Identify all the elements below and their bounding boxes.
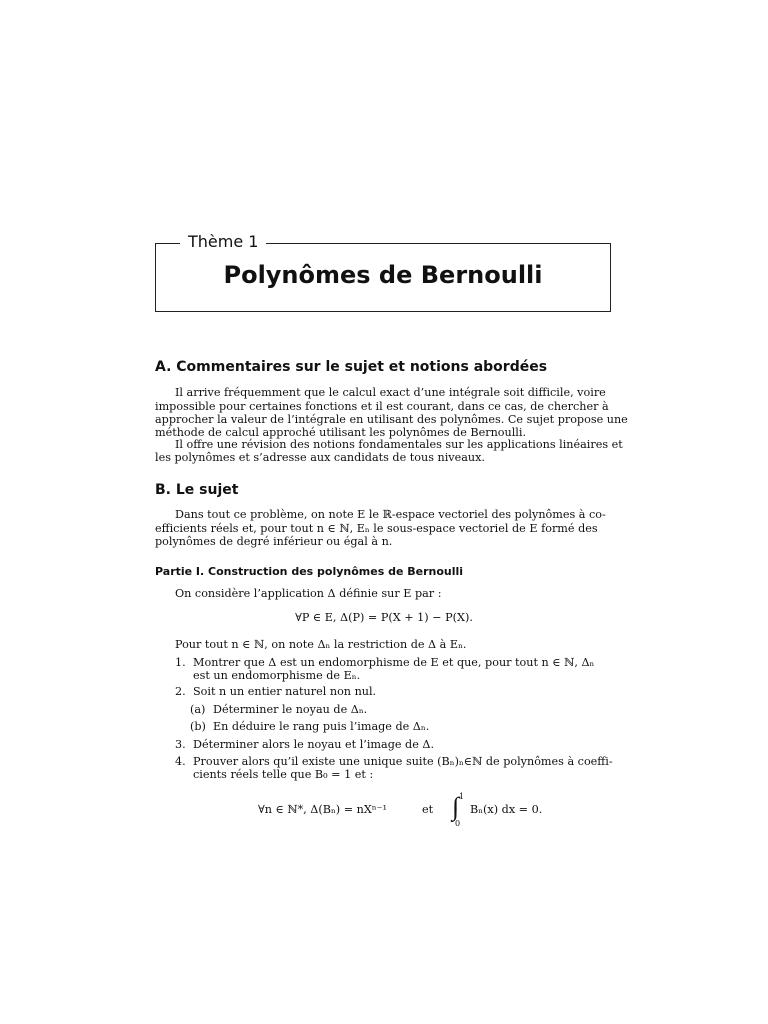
section-b-intro-line3: polynômes de degré inférieur ou égal à n.: [155, 535, 393, 548]
partie-1-note: Pour tout n ∈ ℕ, on note Δₙ la restriction de Δ à Eₙ.: [175, 638, 467, 651]
theme-label: Thème 1: [180, 232, 266, 252]
integral-sign: ∫: [452, 792, 460, 821]
page-title: Polynômes de Bernoulli: [223, 261, 543, 289]
question-2-line1: Soit n un entier naturel non nul.: [193, 685, 377, 698]
question-3-line1: Déterminer alors le noyau et l’image de Δ.: [193, 738, 435, 751]
section-a-para1-line2: impossible pour certaines fonctions et il est courant, dans ce cas, de chercher à: [155, 400, 609, 413]
question-1-line2: est un endomorphisme de Eₙ.: [193, 669, 361, 682]
question-2a-label: (a): [190, 703, 206, 716]
section-b-intro-line2: efficients réels et, pour tout n ∈ ℕ, Eₙ le sous-espace vectoriel de E formé des: [155, 522, 598, 535]
question-2b-label: (b): [190, 720, 206, 733]
integral-lower-bound: 0: [455, 819, 461, 828]
question-4-line1: Prouver alors qu’il existe une unique suite (Bₙ)ₙ∈ℕ de polynômes à coeffi-: [193, 755, 613, 768]
section-b-intro-line1: Dans tout ce problème, on note E le ℝ-espace vectoriel des polynômes à co-: [175, 508, 606, 521]
integral-normalization-formula: Bₙ(x) dx = 0.: [470, 803, 543, 816]
section-a-para2-line1: Il offre une révision des notions fondamentales sur les applications linéaires et: [175, 438, 623, 451]
question-1-number: 1.: [175, 656, 186, 669]
question-2b-text: En déduire le rang puis l’image de Δₙ.: [213, 720, 430, 733]
question-2-number: 2.: [175, 685, 186, 698]
section-a-para1-line3: approcher la valeur de l’intégrale en utilisant des polynômes. Ce sujet propose une: [155, 413, 628, 426]
question-1-line1: Montrer que Δ est un endomorphisme de E et que, pour tout n ∈ ℕ, Δₙ: [193, 656, 595, 669]
section-a-heading: A. Commentaires sur le sujet et notions abordées: [155, 359, 548, 375]
partie-1-intro: On considère l’application Δ définie sur E par :: [175, 587, 442, 600]
formula-connector-et: et: [422, 803, 434, 816]
question-3-number: 3.: [175, 738, 186, 751]
section-a-para2-line2: les polynômes et s’adresse aux candidats de tous niveaux.: [155, 451, 485, 464]
section-b-heading: B. Le sujet: [155, 482, 239, 498]
bernoulli-recurrence-formula: ∀n ∈ ℕ*, Δ(Bₙ) = nXⁿ⁻¹: [258, 803, 388, 816]
section-a-para1-line4: méthode de calcul approché utilisant les polynômes de Bernoulli.: [155, 426, 527, 439]
integral-upper-bound: 1: [459, 792, 465, 801]
delta-definition-formula: ∀P ∈ E, Δ(P) = P(X + 1) − P(X).: [295, 611, 473, 624]
question-4-number: 4.: [175, 755, 186, 768]
partie-1-heading: Partie I. Construction des polynômes de Bernoulli: [155, 565, 464, 578]
section-a-para1-line1: Il arrive fréquemment que le calcul exact d’une intégrale soit difficile, voire: [175, 386, 606, 399]
question-4-line2: cients réels telle que B₀ = 1 et :: [193, 768, 374, 781]
question-2a-text: Déterminer le noyau de Δₙ.: [213, 703, 368, 716]
